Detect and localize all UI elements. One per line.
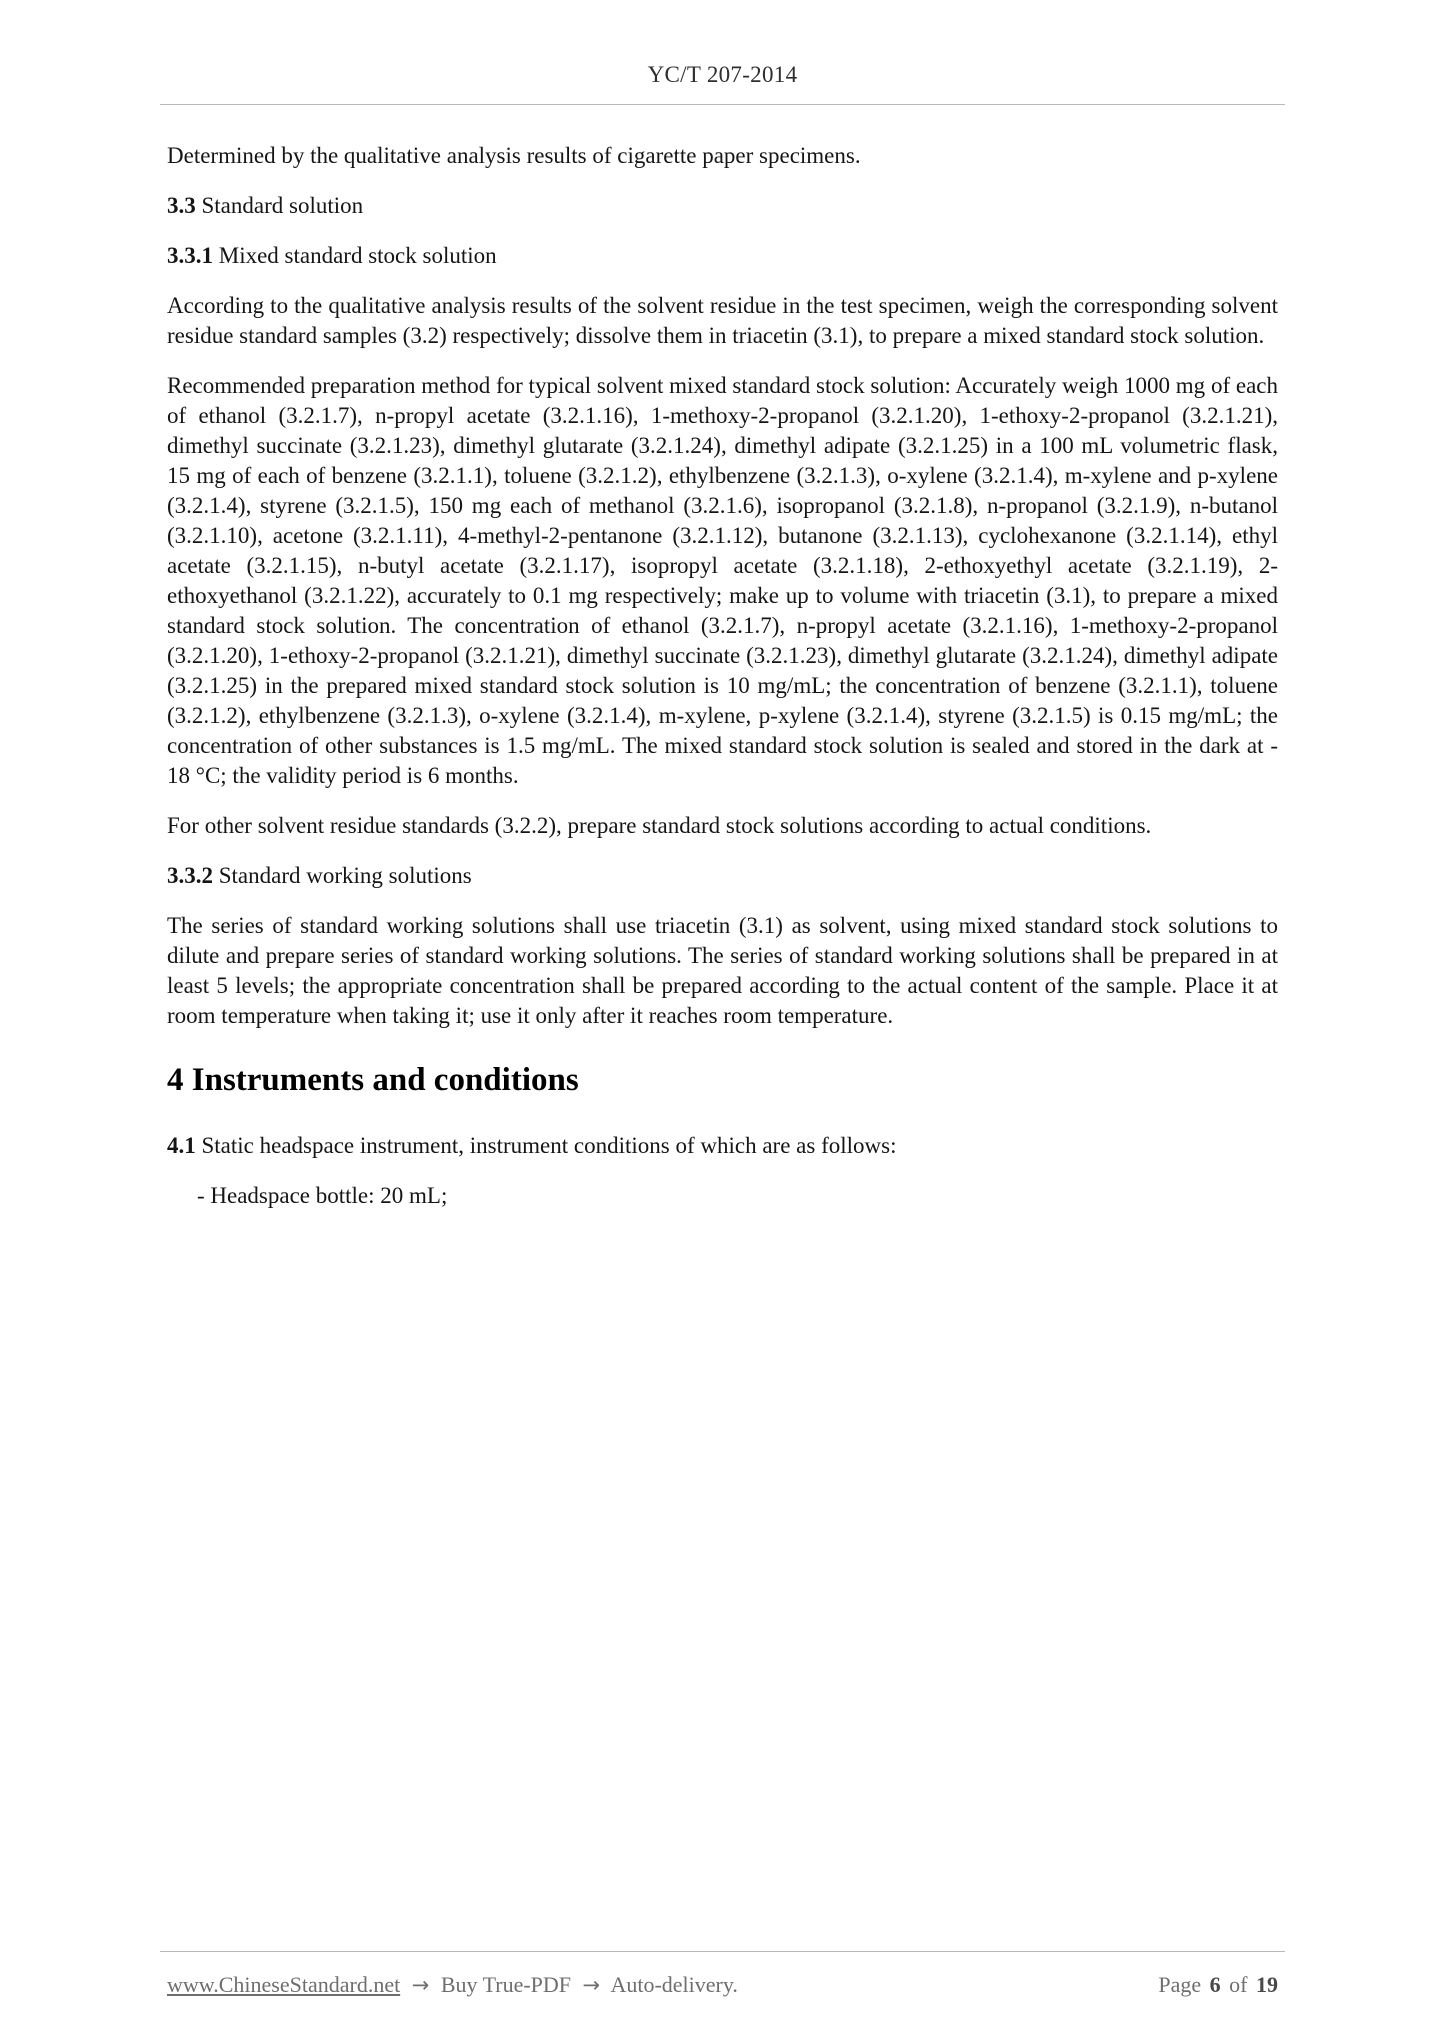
section-3-3-heading [167, 191, 1278, 221]
document-body [0, 105, 1445, 1211]
section-number: 3.3 [167, 193, 196, 218]
section-number: 4.1 [167, 1133, 196, 1158]
section-3-3-1-heading [167, 241, 1278, 271]
paragraph-intro: Determined by the qualitative analysis results of cigarette paper specimens. [167, 143, 861, 168]
section-number: 3.3.1 [167, 243, 213, 268]
arrow-right-icon: → [411, 1973, 430, 1997]
standard-number-title: YC/T 207-2014 [647, 62, 798, 87]
paragraph-working-solutions: The series of standard working solutions shall use triacetin (3.1) as solvent, using mixed standard stock solutions to dilute and prepare series of standard working solutions. The series of standard working solutions shall be prepared in at least 5 levels; the appropriate concentration shall be prepared according to the actual content of the sample. Place it at room temperature when taking it; use it only after it reaches room temperature. [167, 913, 1278, 1028]
page-label: Page [1158, 1972, 1202, 1997]
section-title: Mixed standard stock solution [218, 243, 497, 268]
page-indicator [1155, 1972, 1278, 1998]
list-item-headspace-bottle: - Headspace bottle: 20 mL; [197, 1183, 448, 1208]
section-4-1-paragraph [167, 1131, 1278, 1161]
section-number: 3.3.2 [167, 863, 213, 888]
paragraph-according: According to the qualitative analysis results of the solvent residue in the test specimen, weigh the corresponding solvent residue standard samples (3.2) respectively; dissolve them in triacetin (3.1), to prepare a mixed standard stock solution. [167, 293, 1278, 348]
paragraph-other-standards: For other solvent residue standards (3.2.2), prepare standard stock solutions according to actual conditions. [167, 813, 1152, 838]
section-title: Standard working solutions [218, 863, 472, 888]
page-current-number: 6 [1209, 1972, 1221, 1997]
page-header [0, 0, 1445, 88]
section-3-3-2-heading [167, 861, 1278, 891]
chapter-4-heading: 4 Instruments and conditions [167, 1062, 579, 1098]
footer-site-link[interactable]: www.ChineseStandard.net [167, 1972, 401, 1997]
arrow-right-icon: → [582, 1973, 601, 1997]
section-title: Standard solution [201, 193, 364, 218]
section-text: Static headspace instrument, instrument conditions of which are as follows: [201, 1133, 897, 1158]
footer-delivery-text: Auto-delivery. [610, 1972, 738, 1997]
page-footer [160, 1951, 1285, 1998]
of-label: of [1229, 1972, 1248, 1997]
page-total-number: 19 [1256, 1972, 1278, 1997]
footer-source-line [167, 1972, 744, 1998]
footer-buy-text: Buy True-PDF [440, 1972, 572, 1997]
paragraph-recommended-preparation: Recommended preparation method for typical solvent mixed standard stock solution: Accurately weigh 1000 mg of each of ethanol (3.2.1.7), n-propyl acetate (3.2.1.16), 1-methoxy-2-propanol (3.2.1.20), 1-ethoxy-2-propanol (3.2.1.21), dimethyl succinate (3.2.1.23), dimethyl glutarate (3.2.1.24), dimethyl adipate (3.2.1.25) in a 100 mL volumetric flask, 15 mg of each of benzene (3.2.1.1), toluene (3.2.1.2), ethylbenzene (3.2.1.3), o-xylene (3.2.1.4), m-xylene and p-xylene (3.2.1.4), styrene (3.2.1.5), 150 mg each of methanol (3.2.1.6), isopropanol (3.2.1.8), n-propanol (3.2.1.9), n-butanol (3.2.1.10), acetone (3.2.1.11), 4-methyl-2-pentanone (3.2.1.12), butanone (3.2.1.13), cyclohexanone (3.2.1.14), ethyl acetate (3.2.1.15), n-butyl acetate (3.2.1.17), isopropyl acetate (3.2.1.18), 2-ethoxyethyl acetate (3.2.1.19), 2-ethoxyethanol (3.2.1.22), accurately to 0.1 mg respectively; make up to volume with triacetin (3.1), to prepare a mixed standard stock solution. The concentration of ethanol (3.2.1.7), n-propyl acetate (3.2.1.16), 1-methoxy-2-propanol (3.2.1.20), 1-ethoxy-2-propanol (3.2.1.21), dimethyl succinate (3.2.1.23), dimethyl glutarate (3.2.1.24), dimethyl adipate (3.2.1.25) in the prepared mixed standard stock solution is 10 mg/mL; the concentration of benzene (3.2.1.1), toluene (3.2.1.2), ethylbenzene (3.2.1.3), o-xylene (3.2.1.4), m-xylene, p-xylene (3.2.1.4), styrene (3.2.1.5) is 0.15 mg/mL; the concentration of other substances is 1.5 mg/mL. The mixed standard stock solution is sealed and stored in the dark at - 18 °C; the validity period is 6 months. [167, 373, 1278, 788]
